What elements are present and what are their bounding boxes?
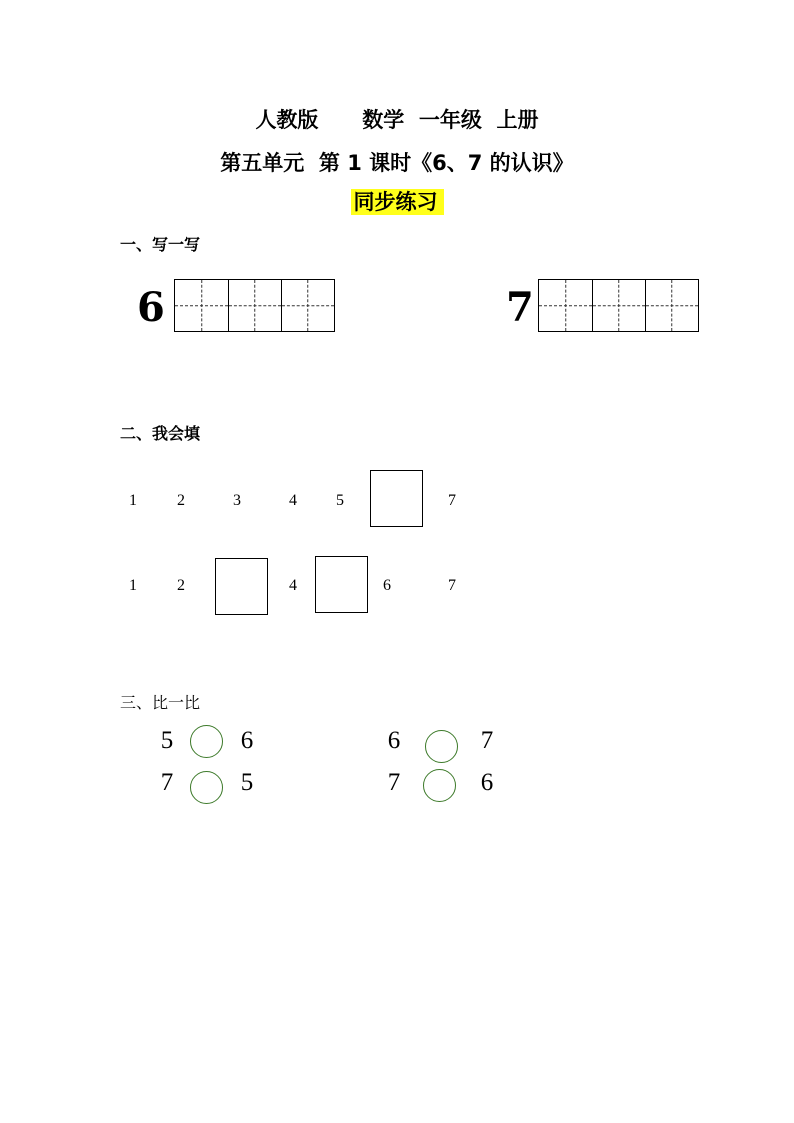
sequence-number: 3 xyxy=(233,492,241,509)
answer-box[interactable] xyxy=(370,470,423,527)
sequence-number: 2 xyxy=(177,577,185,594)
sequence-number: 7 xyxy=(448,492,456,509)
compare-circle[interactable] xyxy=(190,725,223,758)
writing-cell[interactable] xyxy=(592,280,645,331)
sequence-number: 1 xyxy=(129,577,137,594)
highlight-label: 同步练习 xyxy=(351,189,444,215)
sequence-number: 2 xyxy=(177,492,185,509)
writing-cell[interactable] xyxy=(281,280,334,331)
sequence-number: 5 xyxy=(336,492,344,509)
sequence-number: 4 xyxy=(289,577,297,594)
compare-right: 5 xyxy=(240,769,254,796)
write-digit-7: 7 xyxy=(506,284,534,331)
writing-grid-6[interactable] xyxy=(174,279,335,332)
sequence-number: 6 xyxy=(383,577,391,594)
sequence-number: 4 xyxy=(289,492,297,509)
write-digit-6: 6 xyxy=(137,284,165,331)
compare-circle[interactable] xyxy=(425,730,458,763)
sequence-number: 7 xyxy=(448,577,456,594)
doc-title-line1: 人教版 数学 一年级 上册 xyxy=(255,108,539,132)
writing-cell[interactable] xyxy=(228,280,281,331)
compare-left: 6 xyxy=(387,727,401,754)
writing-cell[interactable] xyxy=(539,280,592,331)
sequence-number: 1 xyxy=(129,492,137,509)
section2-title: 二、我会填 xyxy=(120,424,201,443)
writing-cell[interactable] xyxy=(175,280,228,331)
compare-right: 7 xyxy=(480,727,494,754)
doc-title-line2: 第五单元 第 1 课时《6、7 的认识》 xyxy=(220,151,574,175)
compare-left: 5 xyxy=(160,727,174,754)
compare-circle[interactable] xyxy=(423,769,456,802)
highlight-wrapper xyxy=(0,186,794,216)
section1-title: 一、写一写 xyxy=(120,235,201,254)
section3-title: 三、比一比 xyxy=(120,693,201,712)
compare-right: 6 xyxy=(480,769,494,796)
writing-grid-7[interactable] xyxy=(538,279,699,332)
compare-left: 7 xyxy=(160,769,174,796)
compare-circle[interactable] xyxy=(190,771,223,804)
answer-box[interactable] xyxy=(215,558,268,615)
answer-box[interactable] xyxy=(315,556,368,613)
compare-left: 7 xyxy=(387,769,401,796)
writing-cell[interactable] xyxy=(645,280,698,331)
compare-right: 6 xyxy=(240,727,254,754)
